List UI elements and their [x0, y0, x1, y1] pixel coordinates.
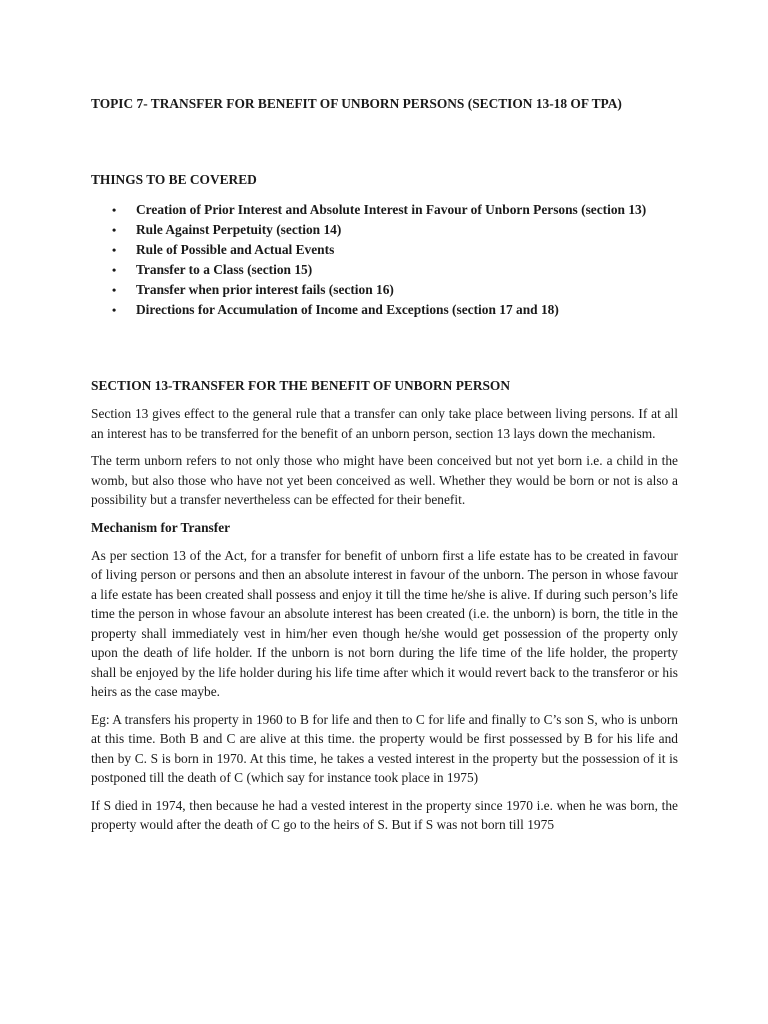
- section-13-heading: SECTION 13-TRANSFER FOR THE BENEFIT OF UNBORN PERSON: [91, 378, 511, 393]
- bullet-icon: •: [112, 203, 117, 217]
- list-item: [91, 200, 678, 220]
- list-item-text: Creation of Prior Interest and Absolute Interest in Favour of Unborn Persons (section 13): [136, 202, 647, 217]
- paragraph-example: Eg: A transfers his property in 1960 to B for life and then to C for life and finally to C’s son S, who is unborn at this time. Both B and C are alive at this time. the property would be first possessed by B for his life and then by C. S is born in 1970. At this time, he takes a vested interest in the property but the possession of it is postponed till the death of C (which say for instance took place in 1975): [91, 711, 678, 785]
- list-item-text: Transfer when prior interest fails (section 16): [136, 282, 394, 297]
- list-item-text: Rule Against Perpetuity (section 14): [136, 222, 342, 237]
- topic-title: TOPIC 7- TRANSFER FOR BENEFIT OF UNBORN PERSONS (SECTION 13-18 OF TPA): [91, 96, 622, 111]
- bullet-icon: •: [112, 263, 117, 277]
- paragraph-unborn-definition: The term unborn refers to not only those who might have been conceived but not yet born i.e. a child in the womb, but also those who have not yet been conceived as well. Whether they would be born or not is also a possibility but a transfer nevertheless can be effected for their benefit.: [91, 453, 678, 507]
- paragraph-example-continued: If S died in 1974, then because he had a vested interest in the property since 1970 i.e. when he was born, the property would after the death of C go to the heirs of S. But if S was not born till 1975: [91, 797, 678, 832]
- things-to-be-covered-heading: THINGS TO BE COVERED: [91, 172, 257, 187]
- bullet-icon: •: [112, 223, 117, 237]
- mechanism-heading: Mechanism for Transfer: [91, 519, 231, 535]
- list-item-text: Transfer to a Class (section 15): [136, 262, 313, 277]
- bullet-icon: •: [112, 303, 117, 317]
- list-item: [91, 260, 678, 280]
- list-item-text: Rule of Possible and Actual Events: [136, 242, 335, 257]
- topics-list: [91, 200, 678, 320]
- list-item: [91, 220, 678, 240]
- bullet-icon: •: [112, 243, 117, 257]
- paragraph-mechanism: As per section 13 of the Act, for a transfer for benefit of unborn first a life estate has to be created in favour of living person or persons and then an absolute interest in favour of the unborn. The person in whose favour a life estate has been created shall possess and enjoy it till the time he/she is alive. If during such person’s life time the person in whose favour an absolute interest has been created (i.e. the unborn) is born, the title in the property shall immediately vest in him/her even though he/she would get possession of the property only upon the death of life holder. If the unborn is not born during the life time of the life holder, the property shall be enjoyed by the life holder during his life time after which it would revert back to the transferor or his heirs as the case maybe.: [91, 547, 678, 699]
- list-item-text: Directions for Accumulation of Income and Exceptions (section 17 and 18): [136, 302, 559, 317]
- bullet-icon: •: [112, 283, 117, 297]
- list-item: [91, 300, 678, 320]
- paragraph-general-rule: Section 13 gives effect to the general rule that a transfer can only take place between living persons. If at all an interest has to be transferred for the benefit of an unborn person, section 13 lays down the mechanism.: [91, 406, 678, 441]
- document-body: [91, 94, 678, 835]
- list-item: [91, 280, 678, 300]
- list-item: [91, 240, 678, 260]
